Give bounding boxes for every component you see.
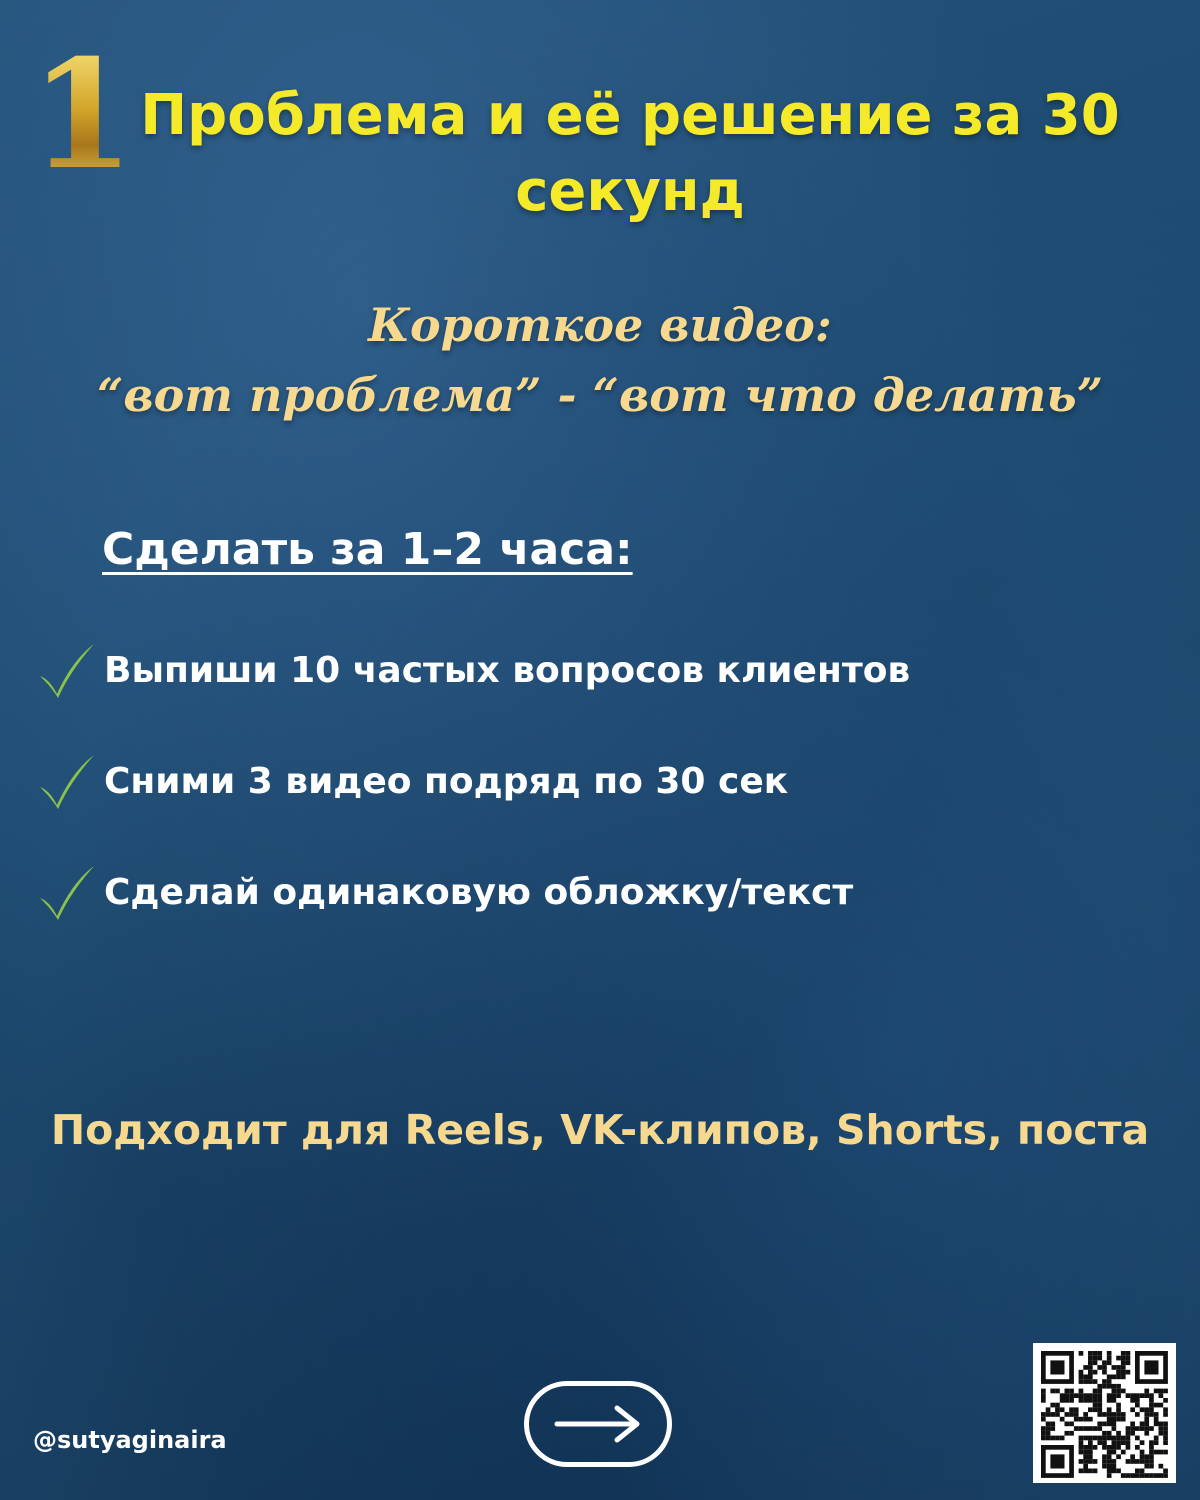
checklist-item-text: Выпиши 10 частых вопросов клиентов (104, 650, 911, 691)
subtitle (0, 290, 1200, 430)
subtitle-line-1: Короткое видео: (368, 298, 832, 352)
check-icon (36, 751, 98, 813)
check-icon (36, 640, 98, 702)
next-button[interactable] (524, 1381, 672, 1467)
checklist-item (36, 615, 1136, 726)
page-title: Проблема и её решение за 30 секунд (140, 83, 1120, 224)
step-number: 1 (30, 27, 135, 203)
check-icon (36, 862, 98, 924)
checklist-item-text: Сними 3 видео подряд по 30 сек (104, 761, 789, 802)
checklist-item (36, 837, 1136, 948)
checklist (36, 615, 1136, 948)
qr-code[interactable] (1033, 1343, 1176, 1483)
footer-note: Подходит для Reels, VK-клипов, Shorts, поста (50, 1106, 1150, 1154)
checklist-item (36, 726, 1136, 837)
arrow-right-icon (551, 1404, 645, 1444)
section-heading: Сделать за 1–2 часа: (102, 524, 633, 575)
qr-code-icon (1033, 1343, 1176, 1483)
subtitle-line-2: “вот проблема” - “вот что делать” (96, 368, 1104, 422)
author-handle[interactable]: @sutyaginaira (33, 1426, 227, 1454)
checklist-item-text: Сделай одинаковую обложку/текст (104, 872, 854, 913)
